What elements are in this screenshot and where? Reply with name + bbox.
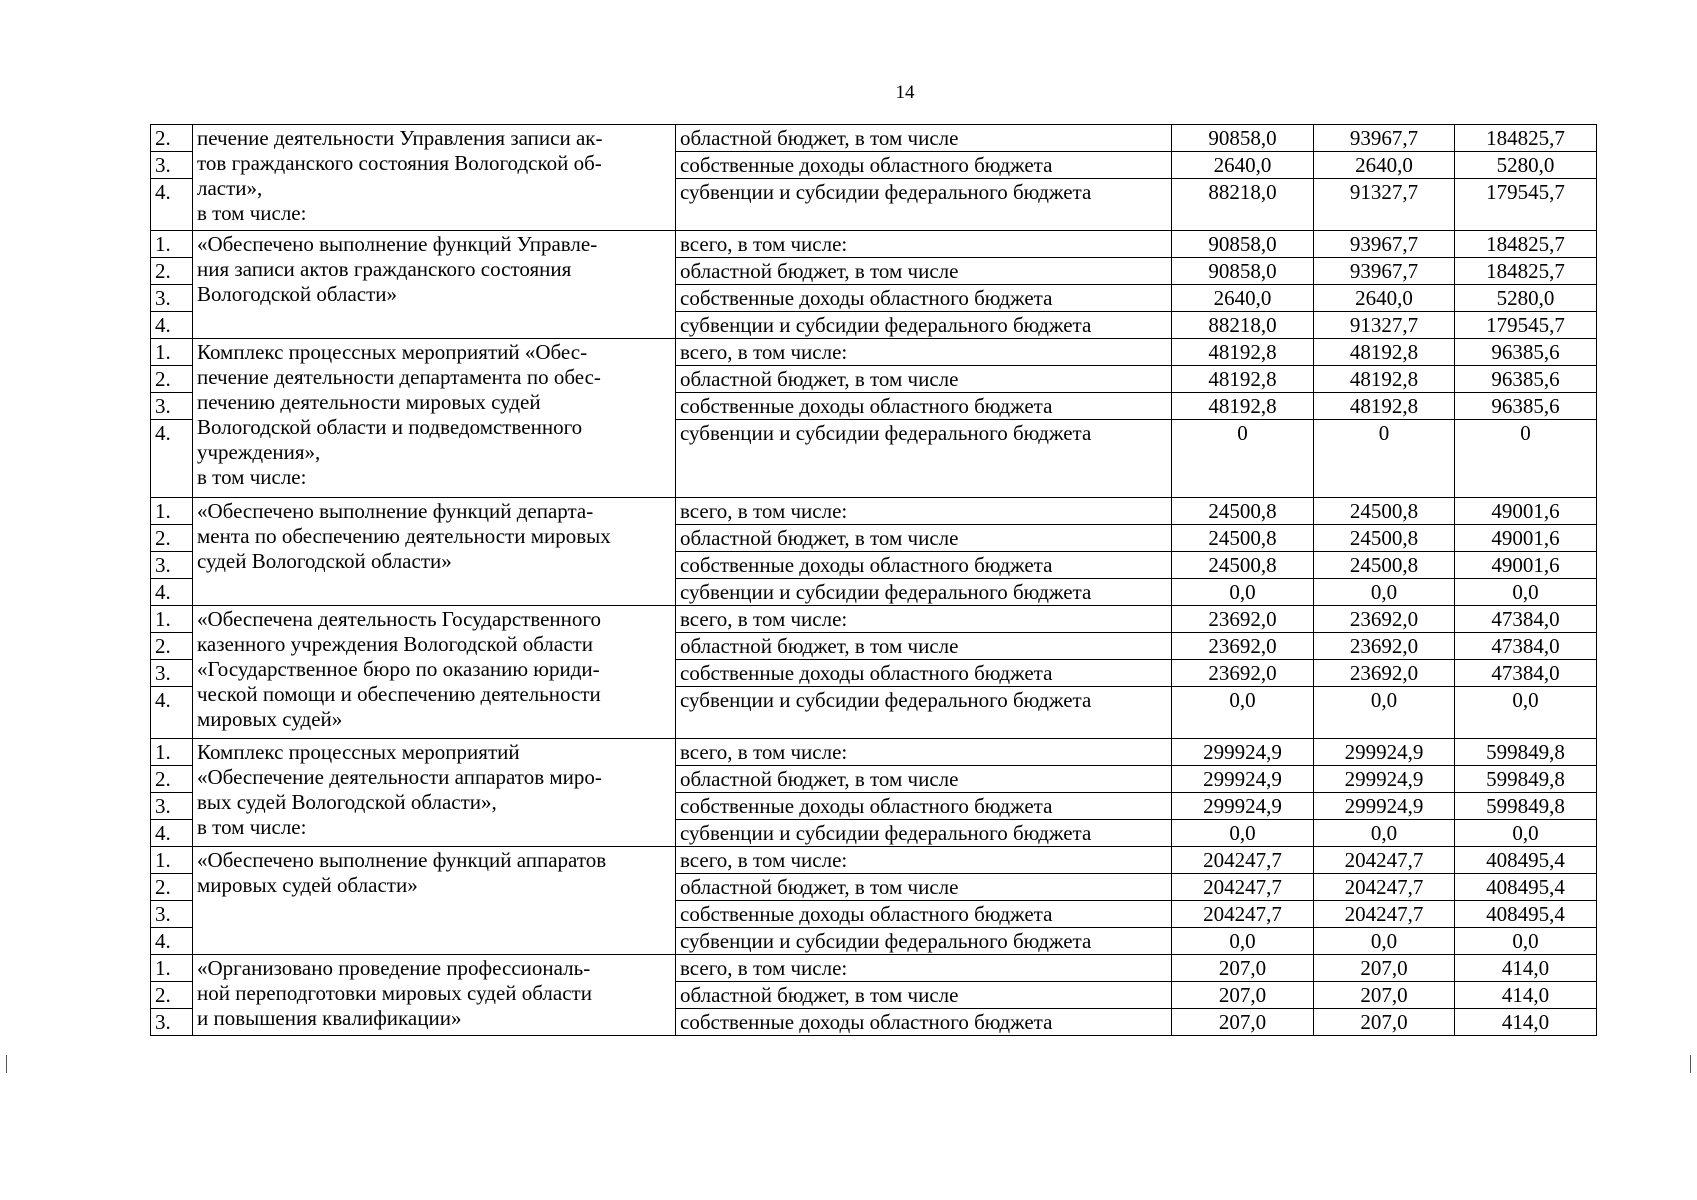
measure-description: Комплекс процессных мероприятий «Обеспечение деятельности аппаратов миро- вых судей Вологодской области», в том числе:	[193, 739, 676, 847]
row-number: 4.	[151, 420, 193, 498]
amount-year-2: 207,0	[1314, 955, 1455, 982]
row-number: 2.	[151, 874, 193, 901]
funding-source: собственные доходы областного бюджета	[676, 152, 1172, 179]
amount-year-3: 47384,0	[1455, 606, 1597, 633]
amount-year-3: 408495,4	[1455, 847, 1597, 874]
amount-year-1: 90858,0	[1172, 258, 1314, 285]
amount-year-2: 299924,9	[1314, 793, 1455, 820]
amount-year-3: 47384,0	[1455, 633, 1597, 660]
amount-year-3: 184825,7	[1455, 125, 1597, 152]
amount-year-1: 88218,0	[1172, 312, 1314, 339]
amount-year-3: 49001,6	[1455, 498, 1597, 525]
funding-source: областной бюджет, в том числе	[676, 982, 1172, 1009]
amount-year-3: 414,0	[1455, 1009, 1597, 1036]
amount-year-1: 0,0	[1172, 687, 1314, 739]
amount-year-2: 0,0	[1314, 579, 1455, 606]
amount-year-1: 24500,8	[1172, 552, 1314, 579]
row-number: 4.	[151, 312, 193, 339]
row-number: 1.	[151, 606, 193, 633]
amount-year-1: 23692,0	[1172, 660, 1314, 687]
funding-source: всего, в том числе:	[676, 498, 1172, 525]
amount-year-1: 48192,8	[1172, 393, 1314, 420]
amount-year-1: 24500,8	[1172, 498, 1314, 525]
measure-description: «Обеспечено выполнение функций департа- мента по обеспечению деятельности мировых судей Вологодской области»	[193, 498, 676, 606]
amount-year-1: 48192,8	[1172, 366, 1314, 393]
funding-source: всего, в том числе:	[676, 955, 1172, 982]
amount-year-3: 96385,6	[1455, 393, 1597, 420]
amount-year-1: 0,0	[1172, 928, 1314, 955]
amount-year-3: 96385,6	[1455, 366, 1597, 393]
amount-year-3: 408495,4	[1455, 901, 1597, 928]
measure-description: печение деятельности Управления записи ак- тов гражданского состояния Вологодской об- ласти», в том числе:	[193, 125, 676, 231]
amount-year-2: 299924,9	[1314, 739, 1455, 766]
amount-year-2: 2640,0	[1314, 285, 1455, 312]
row-number: 4.	[151, 179, 193, 231]
row-number: 2.	[151, 766, 193, 793]
amount-year-3: 0,0	[1455, 687, 1597, 739]
amount-year-1: 207,0	[1172, 1009, 1314, 1036]
measure-description: Комплекс процессных мероприятий «Обес- печение деятельности департамента по обес- печению деятельности мировых судей Вологодской области и подведомственного учреждения», в том числе:	[193, 339, 676, 498]
amount-year-2: 23692,0	[1314, 606, 1455, 633]
table-row	[151, 498, 1597, 525]
table-row	[151, 339, 1597, 366]
row-number: 2.	[151, 525, 193, 552]
funding-source: субвенции и субсидии федерального бюджета	[676, 928, 1172, 955]
row-number: 1.	[151, 847, 193, 874]
amount-year-2: 91327,7	[1314, 312, 1455, 339]
amount-year-1: 90858,0	[1172, 231, 1314, 258]
scan-edge-mark-right	[1690, 1055, 1691, 1073]
amount-year-3: 599849,8	[1455, 793, 1597, 820]
amount-year-1: 0,0	[1172, 820, 1314, 847]
row-number: 1.	[151, 739, 193, 766]
funding-source: собственные доходы областного бюджета	[676, 285, 1172, 312]
amount-year-2: 93967,7	[1314, 258, 1455, 285]
row-number: 3.	[151, 901, 193, 928]
amount-year-1: 23692,0	[1172, 633, 1314, 660]
amount-year-2: 93967,7	[1314, 231, 1455, 258]
amount-year-3: 96385,6	[1455, 339, 1597, 366]
amount-year-3: 414,0	[1455, 955, 1597, 982]
amount-year-2: 48192,8	[1314, 393, 1455, 420]
amount-year-3: 179545,7	[1455, 312, 1597, 339]
amount-year-1: 204247,7	[1172, 901, 1314, 928]
row-number: 3.	[151, 552, 193, 579]
amount-year-3: 5280,0	[1455, 285, 1597, 312]
amount-year-3: 0,0	[1455, 928, 1597, 955]
funding-source: субвенции и субсидии федерального бюджета	[676, 820, 1172, 847]
row-number: 1.	[151, 231, 193, 258]
row-number: 1.	[151, 498, 193, 525]
amount-year-1: 299924,9	[1172, 739, 1314, 766]
amount-year-2: 0,0	[1314, 928, 1455, 955]
amount-year-2: 0	[1314, 420, 1455, 498]
amount-year-2: 23692,0	[1314, 660, 1455, 687]
funding-source: субвенции и субсидии федерального бюджета	[676, 420, 1172, 498]
amount-year-2: 0,0	[1314, 820, 1455, 847]
table-row	[151, 955, 1597, 982]
amount-year-1: 88218,0	[1172, 179, 1314, 231]
amount-year-1: 2640,0	[1172, 152, 1314, 179]
funding-source: собственные доходы областного бюджета	[676, 393, 1172, 420]
funding-source: областной бюджет, в том числе	[676, 125, 1172, 152]
funding-source: областной бюджет, в том числе	[676, 874, 1172, 901]
amount-year-2: 204247,7	[1314, 901, 1455, 928]
funding-source: собственные доходы областного бюджета	[676, 660, 1172, 687]
amount-year-2: 2640,0	[1314, 152, 1455, 179]
measure-description: «Обеспечена деятельность Государственного казенного учреждения Вологодской области «Государственное бюро по оказанию юриди- ческой помощи и обеспечению деятельности мировых судей»	[193, 606, 676, 739]
scan-edge-mark-left	[6, 1055, 7, 1073]
amount-year-3: 184825,7	[1455, 231, 1597, 258]
row-number: 4.	[151, 687, 193, 739]
amount-year-1: 299924,9	[1172, 793, 1314, 820]
funding-source: областной бюджет, в том числе	[676, 766, 1172, 793]
row-number: 2.	[151, 982, 193, 1009]
amount-year-1: 0,0	[1172, 579, 1314, 606]
amount-year-3: 0,0	[1455, 820, 1597, 847]
amount-year-3: 49001,6	[1455, 525, 1597, 552]
amount-year-1: 207,0	[1172, 955, 1314, 982]
funding-source: всего, в том числе:	[676, 231, 1172, 258]
amount-year-1: 204247,7	[1172, 874, 1314, 901]
funding-source: собственные доходы областного бюджета	[676, 901, 1172, 928]
funding-source: областной бюджет, в том числе	[676, 525, 1172, 552]
measure-description: «Обеспечено выполнение функций аппаратов мировых судей области»	[193, 847, 676, 955]
amount-year-1: 90858,0	[1172, 125, 1314, 152]
amount-year-1: 48192,8	[1172, 339, 1314, 366]
row-number: 3.	[151, 285, 193, 312]
row-number: 2.	[151, 633, 193, 660]
budget-table-container	[150, 124, 1597, 1036]
row-number: 4.	[151, 820, 193, 847]
amount-year-2: 204247,7	[1314, 847, 1455, 874]
amount-year-2: 207,0	[1314, 1009, 1455, 1036]
table-row	[151, 847, 1597, 874]
funding-source: всего, в том числе:	[676, 739, 1172, 766]
funding-source: собственные доходы областного бюджета	[676, 793, 1172, 820]
amount-year-3: 49001,6	[1455, 552, 1597, 579]
funding-source: субвенции и субсидии федерального бюджета	[676, 579, 1172, 606]
table-row	[151, 125, 1597, 152]
amount-year-1: 204247,7	[1172, 847, 1314, 874]
row-number: 3.	[151, 660, 193, 687]
funding-source: собственные доходы областного бюджета	[676, 552, 1172, 579]
funding-source: всего, в том числе:	[676, 339, 1172, 366]
row-number: 1.	[151, 339, 193, 366]
amount-year-2: 93967,7	[1314, 125, 1455, 152]
amount-year-3: 179545,7	[1455, 179, 1597, 231]
amount-year-1: 23692,0	[1172, 606, 1314, 633]
row-number: 2.	[151, 366, 193, 393]
amount-year-1: 2640,0	[1172, 285, 1314, 312]
amount-year-2: 48192,8	[1314, 366, 1455, 393]
row-number: 3.	[151, 393, 193, 420]
amount-year-2: 207,0	[1314, 982, 1455, 1009]
amount-year-1: 299924,9	[1172, 766, 1314, 793]
budget-table	[150, 124, 1597, 1036]
amount-year-2: 204247,7	[1314, 874, 1455, 901]
amount-year-1: 207,0	[1172, 982, 1314, 1009]
funding-source: субвенции и субсидии федерального бюджета	[676, 687, 1172, 739]
row-number: 4.	[151, 928, 193, 955]
table-row	[151, 606, 1597, 633]
amount-year-3: 184825,7	[1455, 258, 1597, 285]
measure-description: «Организовано проведение профессиональ- ной переподготовки мировых судей области и повышения квалификации»	[193, 955, 676, 1036]
amount-year-1: 24500,8	[1172, 525, 1314, 552]
amount-year-2: 24500,8	[1314, 552, 1455, 579]
row-number: 3.	[151, 793, 193, 820]
amount-year-2: 0,0	[1314, 687, 1455, 739]
amount-year-1: 0	[1172, 420, 1314, 498]
amount-year-3: 47384,0	[1455, 660, 1597, 687]
amount-year-2: 299924,9	[1314, 766, 1455, 793]
row-number: 2.	[151, 125, 193, 152]
funding-source: всего, в том числе:	[676, 847, 1172, 874]
amount-year-3: 599849,8	[1455, 739, 1597, 766]
row-number: 3.	[151, 1009, 193, 1036]
funding-source: областной бюджет, в том числе	[676, 258, 1172, 285]
funding-source: всего, в том числе:	[676, 606, 1172, 633]
amount-year-3: 5280,0	[1455, 152, 1597, 179]
measure-description: «Обеспечено выполнение функций Управле- ния записи актов гражданского состояния Вологодской области»	[193, 231, 676, 339]
funding-source: областной бюджет, в том числе	[676, 633, 1172, 660]
amount-year-3: 599849,8	[1455, 766, 1597, 793]
amount-year-3: 408495,4	[1455, 874, 1597, 901]
funding-source: собственные доходы областного бюджета	[676, 1009, 1172, 1036]
amount-year-2: 24500,8	[1314, 498, 1455, 525]
budget-table-body	[151, 125, 1597, 1036]
amount-year-2: 91327,7	[1314, 179, 1455, 231]
amount-year-2: 48192,8	[1314, 339, 1455, 366]
funding-source: субвенции и субсидии федерального бюджета	[676, 312, 1172, 339]
table-row	[151, 739, 1597, 766]
amount-year-2: 23692,0	[1314, 633, 1455, 660]
row-number: 1.	[151, 955, 193, 982]
amount-year-3: 414,0	[1455, 982, 1597, 1009]
row-number: 2.	[151, 258, 193, 285]
amount-year-2: 24500,8	[1314, 525, 1455, 552]
table-row	[151, 231, 1597, 258]
funding-source: субвенции и субсидии федерального бюджета	[676, 179, 1172, 231]
amount-year-3: 0,0	[1455, 579, 1597, 606]
page-number: 14	[895, 82, 915, 103]
row-number: 4.	[151, 579, 193, 606]
funding-source: областной бюджет, в том числе	[676, 366, 1172, 393]
amount-year-3: 0	[1455, 420, 1597, 498]
row-number: 3.	[151, 152, 193, 179]
